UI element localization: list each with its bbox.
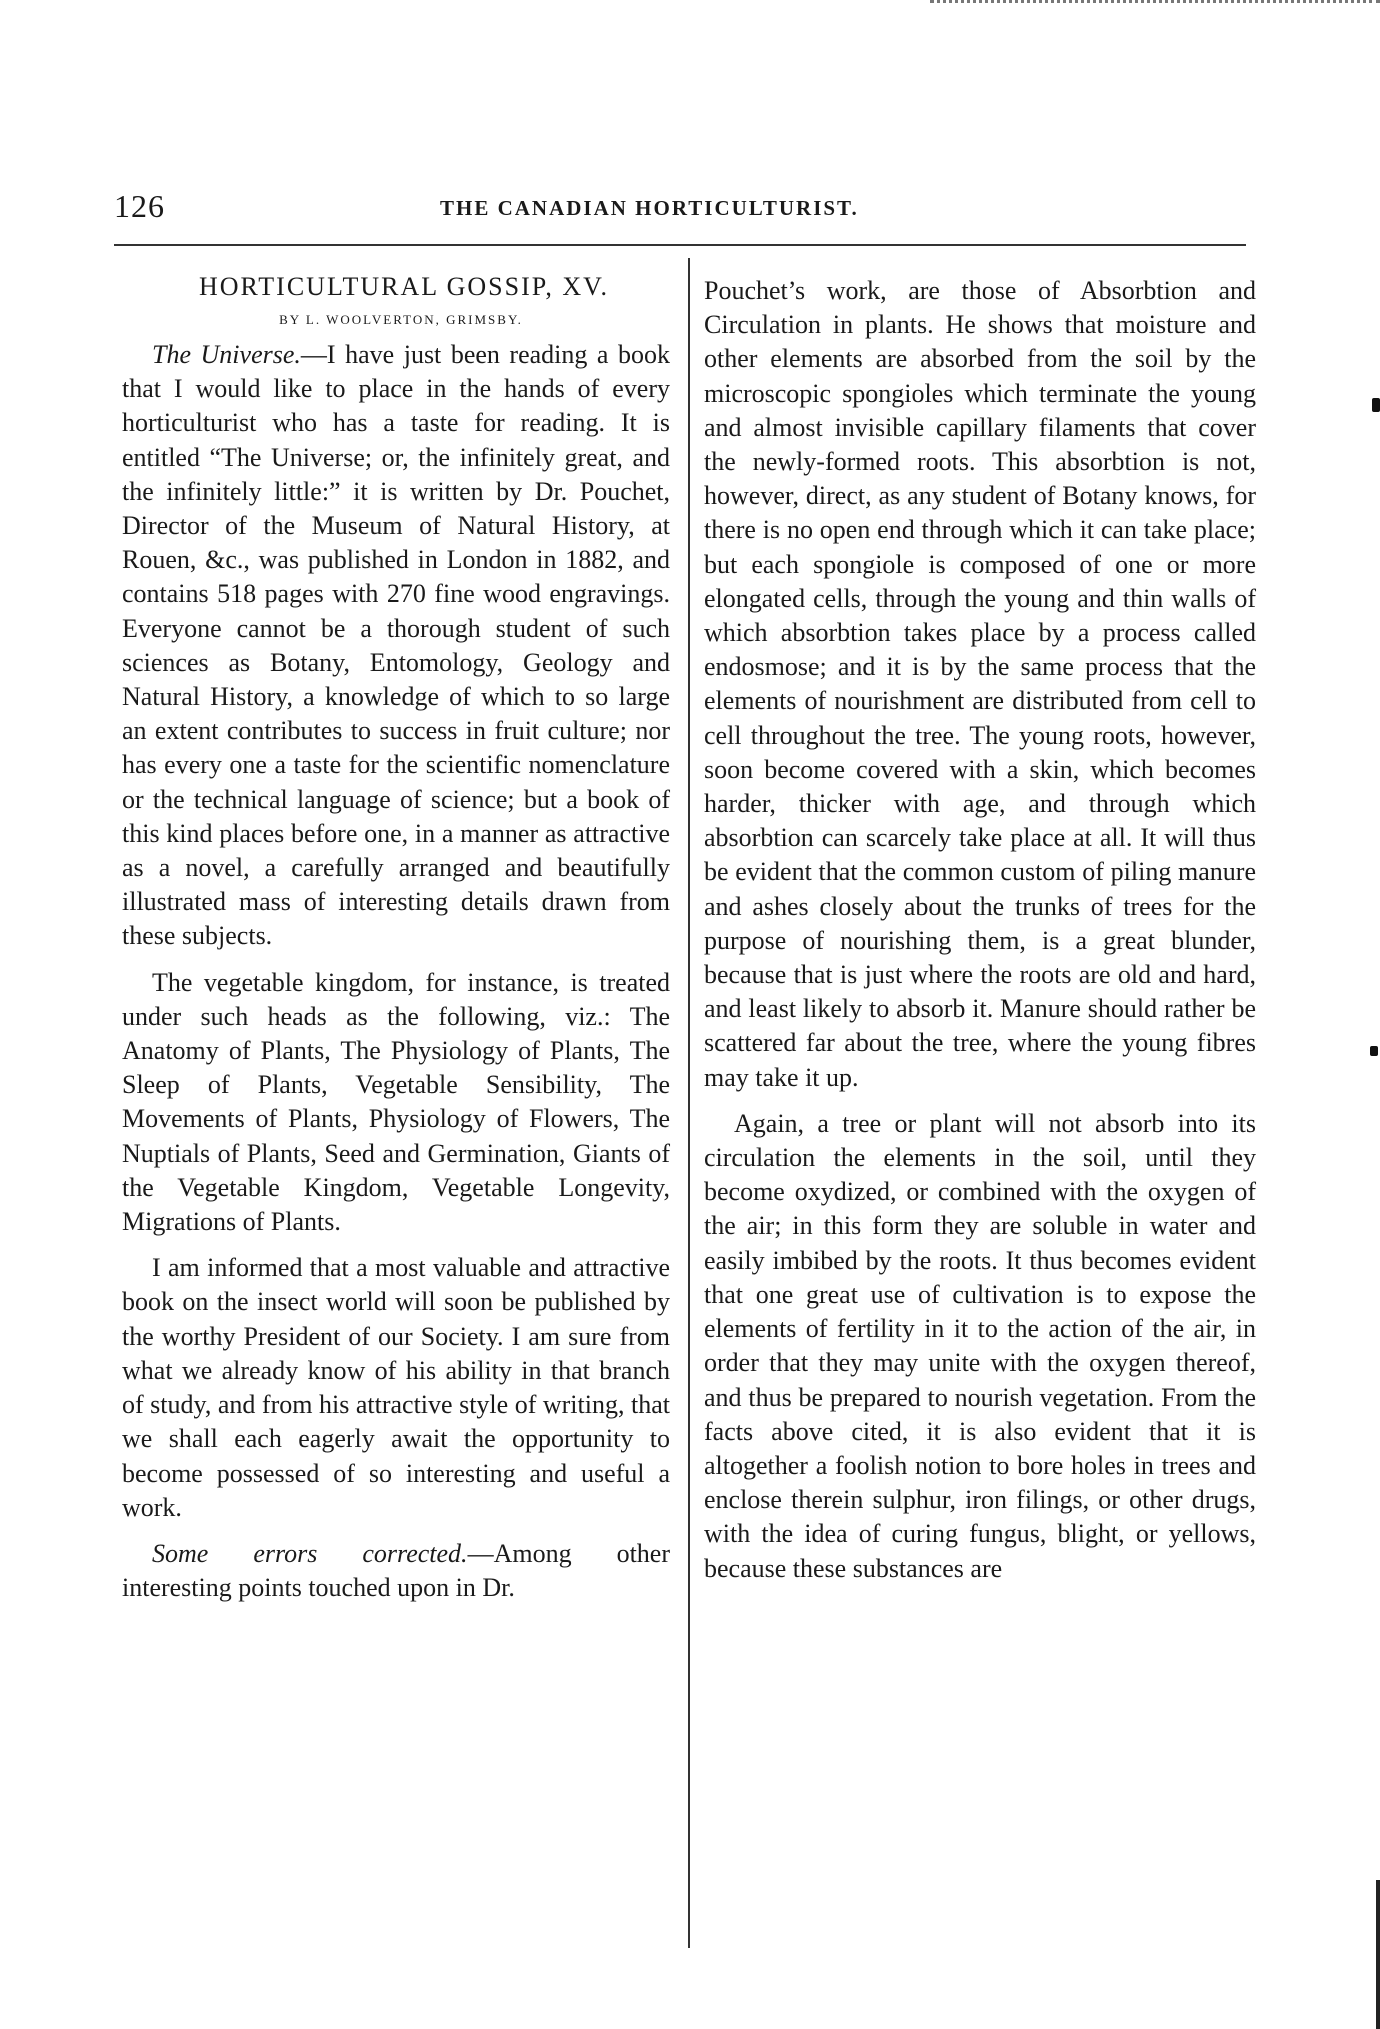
- header-rule: [114, 244, 1246, 246]
- page-number: 126: [114, 188, 165, 224]
- margin-ink-mark: [1370, 1046, 1378, 1056]
- paragraph: I am informed that a most valuable and attractive book on the insect world will soon be published by the worthy President of our Society. I am sure from what we already know of his ability in that branch of study, and from his attractive style of writing, that we shall each eagerly await the opportunity to become possessed of so interesting and useful a work.: [122, 1253, 670, 1522]
- paragraph: Pouchet’s work, are those of Absorbtion and Circulation in plants. He shows that moisture and other elements are absorbed from the soil by the microscopic spongioles which terminate the young and almost invisible capillary filaments that cover the newly-formed roots. This absorbtion is not, however, direct, as any student of Botany knows, for there is no open end through which it can take place; but each spongiole is composed of one or more elongated cells, through the young and thin walls of which absorbtion takes place by a process called endosmose; and it is by the same process that the elements of nourishment are distributed from cell to cell throughout the tree. The young roots, however, soon become covered with a skin, which becomes harder, thicker with age, and through which absorbtion can scarcely take place at all. It will thus be evident that the common custom of piling manure and ashes closely about the trunks of trees for the purpose of nourishing them, is a great blunder, because that is just where the roots are old and hard, and least likely to absorb it. Manure should rather be scattered far about the tree, where the young fibres may take it up.: [704, 276, 1256, 1092]
- paragraph-text: —Among other interesting points touched upon in Dr.: [122, 1538, 670, 1603]
- running-title: THE CANADIAN HORTICULTURIST.: [440, 196, 859, 220]
- margin-ink-mark: [1372, 398, 1380, 412]
- paragraph-text: —I have just been reading a book that I would like to place in the hands of every horticulturist who has a taste for reading. It is entitled “The Universe; or, the infinitely great, and the infinitely little:” it is written by Dr. Pouchet, Director of the Museum of Natural History, at Rouen, &c., was published in London in 1882, and contains 518 pages with 270 fine wood engravings. Everyone cannot be a thorough student of such sciences as Botany, Entomology, Geology and Natural History, a knowledge of which to so large an extent contributes to success in fruit culture; nor has every one a taste for the scientific nomenclature or the technical language of science; but a book of this kind places before one, in a manner as attractive as a novel, a carefully arranged and beautifully illustrated mass of interesting details drawn from these subjects.: [122, 340, 671, 951]
- left-column: [122, 270, 670, 1617]
- column-divider: [688, 258, 690, 1948]
- paragraph: [122, 338, 670, 954]
- run-in-heading: Some errors corrected.: [152, 1538, 468, 1568]
- paragraph: The vegetable kingdom, for instance, is treated under such heads as the following, viz.: The Anatomy of Plants, The Physiology of Plants, The Sleep of Plants, Vegetable Sensibility, The Movements of Plants, Physiology of Flowers, The Nuptials of Plants, Seed and Germination, Giants of the Vegetable Kingdom, Vegetable Longevity, Migrations of Plants.: [122, 967, 670, 1237]
- run-in-heading: The Universe.: [152, 340, 301, 369]
- scan-edge-bar: [1376, 1880, 1380, 2029]
- page-header: [114, 188, 1244, 228]
- article-byline: BY L. WOOLVERTON, GRIMSBY.: [279, 312, 523, 327]
- paragraph: [122, 1537, 670, 1605]
- right-column: [704, 274, 1256, 1598]
- paragraph: Again, a tree or plant will not absorb into its circulation the elements in the soil, until they become oxydized, or combined with the oxygen of the air; in this form they are soluble in water and easily imbibed by the roots. It thus becomes evident that one great use of cultivation is to expose the elements of fertility in it to the action of the air, in order that they may unite with the oxygen thereof, and thus be prepared to nourish vegetation. From the facts above cited, it is also evident that it is altogether a foolish notion to bore holes in trees and enclose therein sulphur, iron filings, or other drugs, with the idea of curing fungus, blight, or yellows, because these substances are: [704, 1108, 1256, 1583]
- article-title: HORTICULTURAL GOSSIP, XV.: [198, 272, 610, 301]
- scan-edge-marks: [930, 0, 1380, 9]
